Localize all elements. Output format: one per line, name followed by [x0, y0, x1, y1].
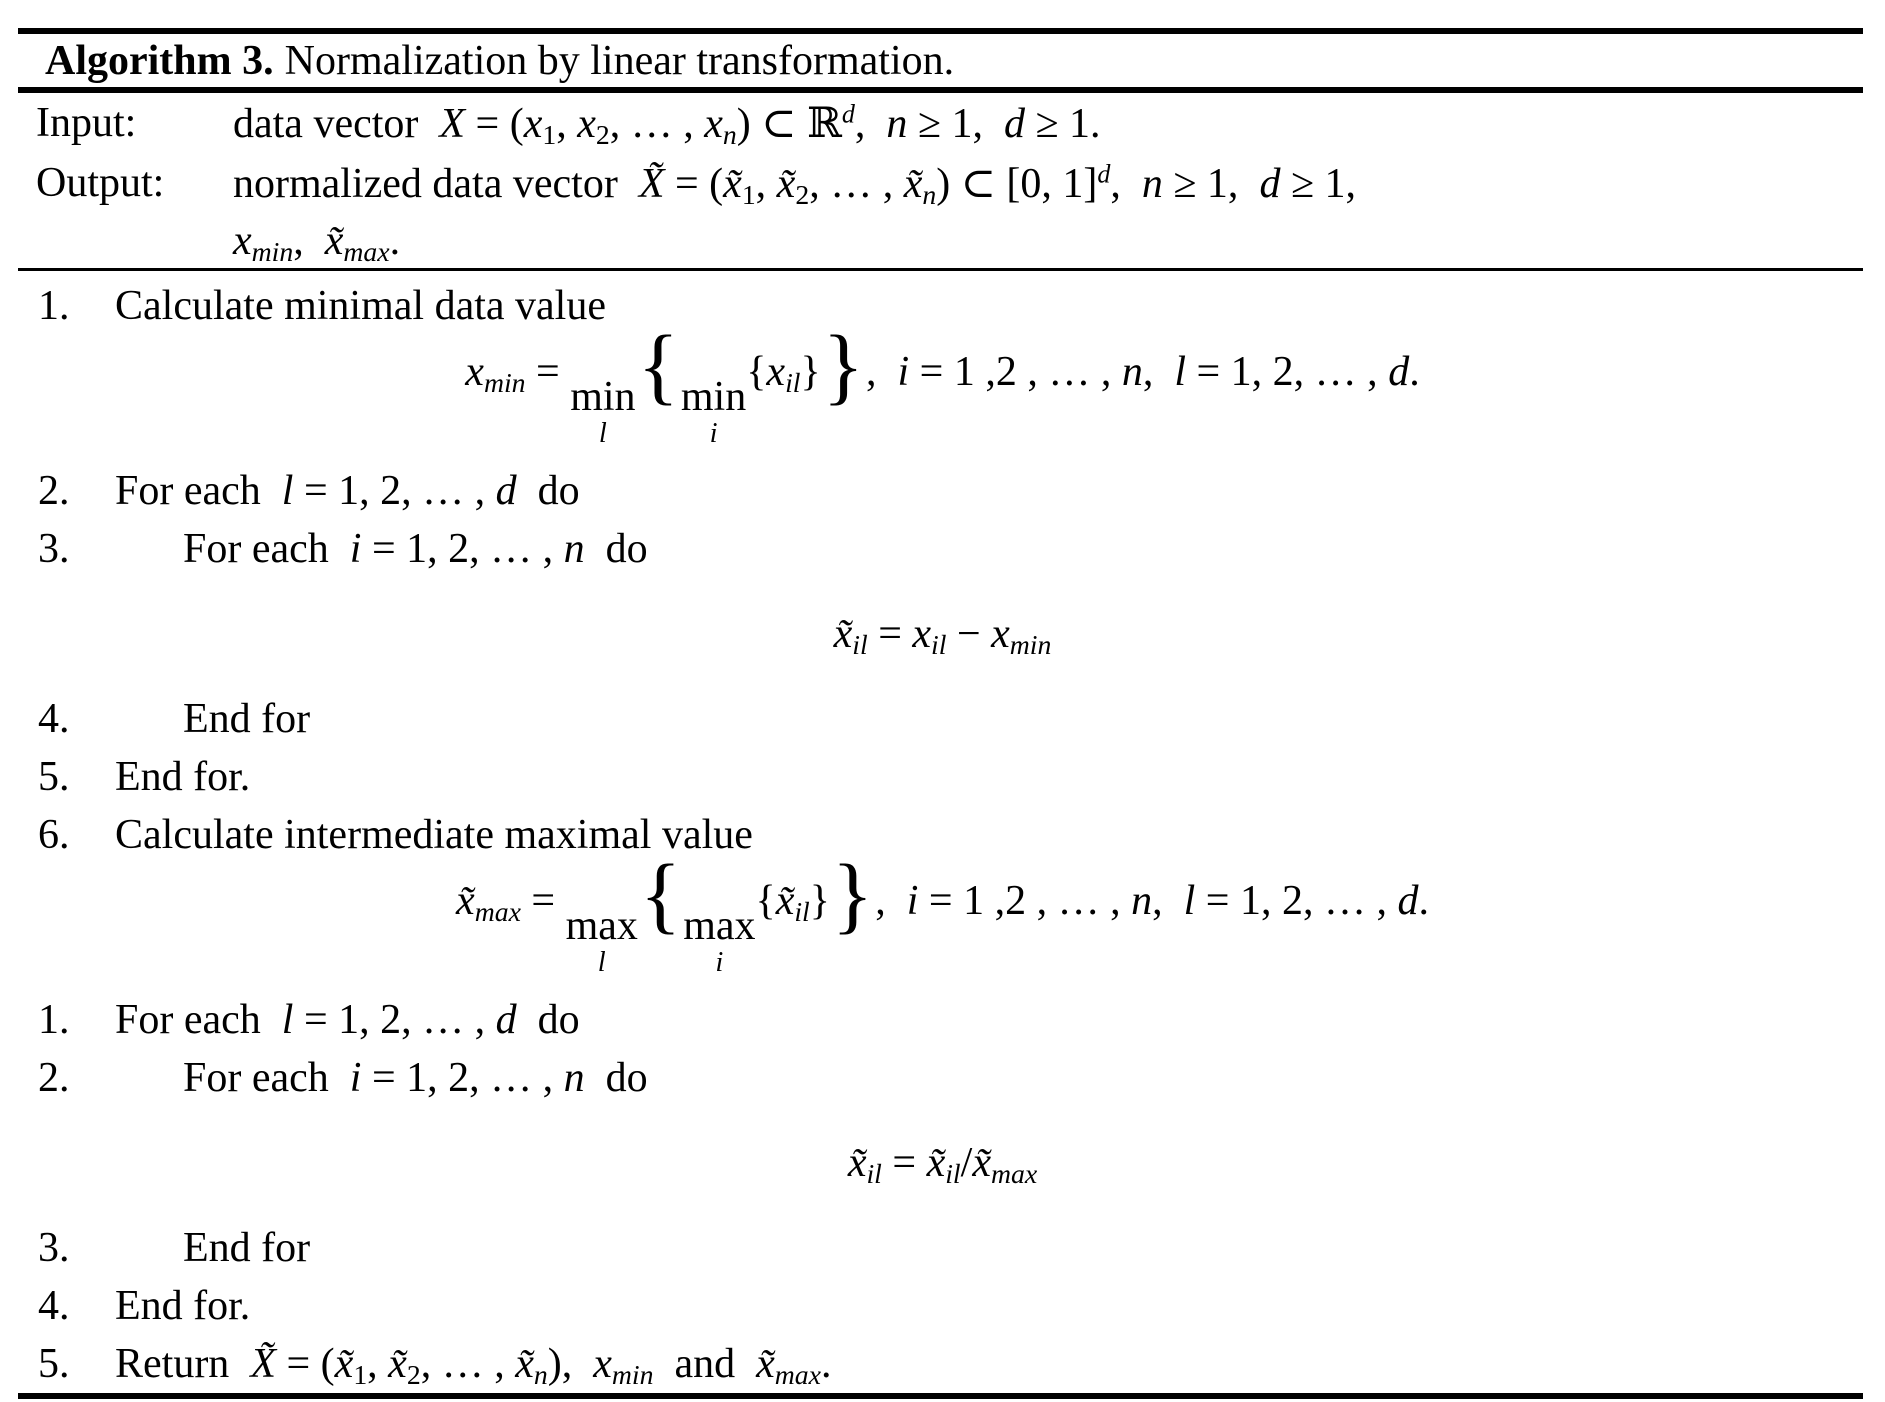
step-number: 4.	[38, 1283, 70, 1329]
algorithm-step	[0, 277, 1885, 335]
output-row-continued	[0, 213, 1885, 268]
step-text: For each i = 1, 2, … , n do	[183, 526, 648, 572]
algorithm-step	[0, 462, 1885, 520]
output-value-continued: $x_{min}$, $x̃_{max}$.	[233, 217, 401, 267]
step-text: End for.	[115, 1283, 251, 1329]
output-label: Output:	[36, 160, 165, 206]
algorithm-step	[0, 520, 1885, 578]
output-value: normalized data vector X̃ = ($x̃_1$, $x̃_2$, … , $x̃_n$) ⊂ [0, 1]$^d$, n ≥ 1, d ≥ 1,	[233, 159, 1356, 210]
step-text: End for	[183, 1225, 311, 1271]
formula-row	[0, 1107, 1885, 1219]
algorithm-step	[0, 991, 1885, 1049]
formula-row	[0, 845, 1885, 991]
formula-row	[0, 578, 1885, 690]
formula: $x_{min}$ = min l { min i $\{x_{il}\}$}, i = 1 ,2 , … , n, l = 1, 2, … , d.	[465, 316, 1420, 450]
step-number: 4.	[38, 696, 70, 742]
step-text: Calculate minimal data value	[115, 283, 606, 329]
input-row	[0, 93, 1885, 153]
formula-row	[0, 316, 1885, 462]
algorithm-title: Normalization by linear transformation.	[284, 37, 955, 84]
algorithm-step	[0, 1277, 1885, 1335]
bottom-rule	[18, 1393, 1863, 1399]
step-number: 1.	[38, 283, 70, 329]
formula: $x̃_{il}$ = $x̃_{il}/x̃_{max}$	[847, 1140, 1038, 1189]
algorithm-step	[0, 1049, 1885, 1107]
output-row	[0, 153, 1885, 213]
step-number: 2.	[38, 1055, 70, 1101]
step-text: End for.	[115, 754, 251, 800]
formula: $x̃_{il} = x_{il} - x_{min}$	[833, 611, 1052, 660]
io-section	[0, 93, 1885, 268]
algorithm-steps	[0, 271, 1885, 1393]
formula: $x̃_{max}$ = max l { max i $\{x̃_{il}\}$}, i = 1 ,2 , … , n, l = 1, 2, … , d.	[456, 845, 1429, 979]
algorithm-heading	[0, 34, 1885, 87]
algorithm-step	[0, 806, 1885, 864]
step-text: End for	[183, 696, 311, 742]
algorithm-label: Algorithm 3.	[45, 37, 274, 84]
step-number: 6.	[38, 812, 70, 858]
algorithm-step	[0, 690, 1885, 748]
step-text: For each l = 1, 2, … , d do	[115, 997, 580, 1043]
step-number: 1.	[38, 997, 70, 1043]
step-text: Calculate intermediate maximal value	[115, 812, 753, 858]
step-number: 5.	[38, 754, 70, 800]
step-number: 3.	[38, 1225, 70, 1271]
step-text: For each l = 1, 2, … , d do	[115, 468, 580, 514]
step-number: 3.	[38, 526, 70, 572]
input-value: data vector $X = (x_1$, $x_2$, … , $x_n$) ⊂ ℝ$^d$, n ≥ 1, d ≥ 1.	[233, 99, 1101, 150]
algorithm-step	[0, 1219, 1885, 1277]
step-text: For each i = 1, 2, … , n do	[183, 1055, 648, 1101]
algorithm-step	[0, 1335, 1885, 1393]
input-label: Input:	[36, 100, 137, 146]
algorithm-step	[0, 748, 1885, 806]
step-text: Return X̃ = ($x̃_1$, $x̃_2$, … , $x̃_n$), $x_{min}$ and $x̃_{max}$.	[115, 1341, 832, 1390]
step-number: 2.	[38, 468, 70, 514]
step-number: 5.	[38, 1341, 70, 1387]
